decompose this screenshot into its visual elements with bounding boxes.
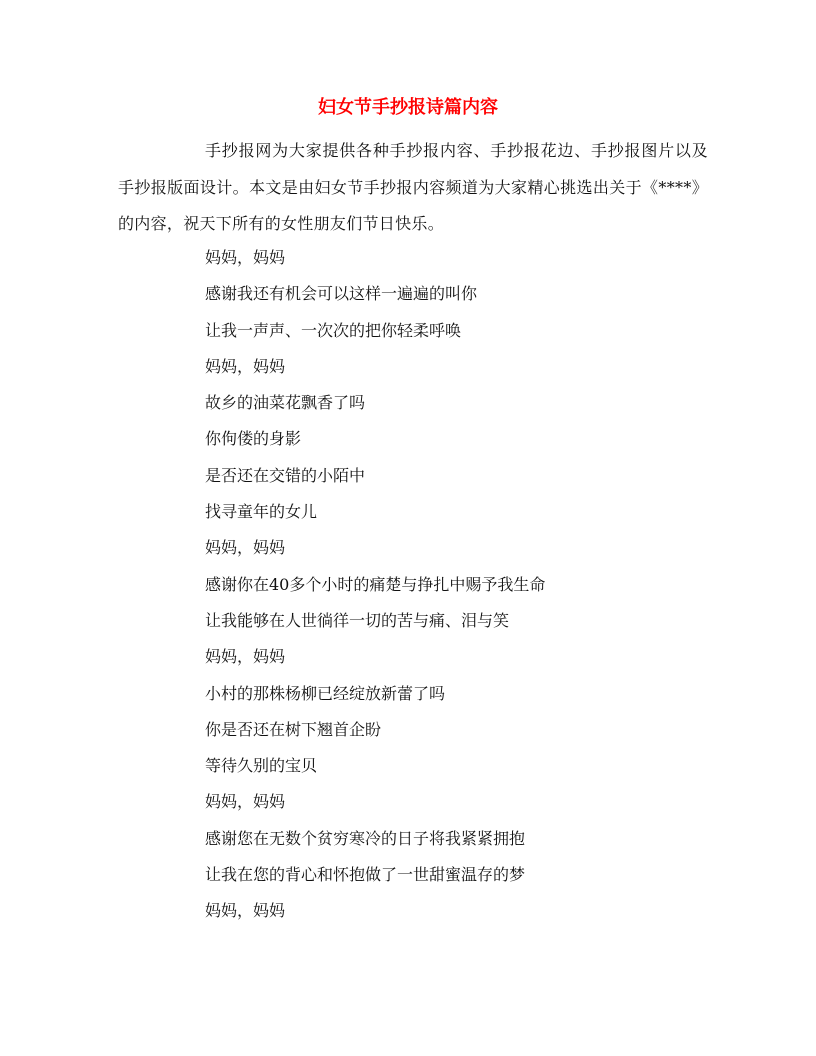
poem-line: 小村的那株杨柳已经绽放新蕾了吗	[205, 683, 446, 703]
poem-line: 让我一声声、一次次的把你轻柔呼唤	[205, 320, 462, 340]
poem-line: 找寻童年的女儿	[205, 502, 318, 522]
poem-line: 妈妈，妈妈	[205, 356, 286, 376]
poem-line: 让我在您的背心和怀抱做了一世甜蜜温存的梦	[205, 865, 526, 885]
poem-line: 让我能够在人世徜徉一切的苦与痛、泪与笑	[205, 610, 510, 630]
poem-line: 妈妈，妈妈	[205, 538, 286, 558]
poem-line: 妈妈，妈妈	[205, 248, 286, 267]
poem-line: 妈妈，妈妈	[205, 901, 286, 921]
poem-line: 感谢我还有机会可以这样一遍遍的叫你	[205, 284, 478, 304]
poem-line: 故乡的油菜花飘香了吗	[205, 393, 366, 413]
poem-line: 你是否还在树下翘首企盼	[205, 719, 382, 739]
intro-paragraph: 手抄报网为大家提供各种手抄报内容、手抄报花边、手抄报图片以及手抄报版面设计。本文是由妇女节手抄报内容频道为大家精心挑选出关于《****》的内容，祝天下所有的女性朋友们节日快乐。	[118, 141, 708, 233]
poem-line: 感谢你在40多个小时的痛楚与挣扎中赐予我生命	[205, 574, 546, 594]
poem-line: 你佝偻的身影	[205, 429, 302, 449]
poem-line: 感谢您在无数个贫穷寒冷的日子将我紧紧拥抱	[205, 828, 526, 848]
poem-line: 妈妈，妈妈	[205, 792, 286, 812]
document-title: 妇女节手抄报诗篇内容	[318, 97, 498, 118]
poem-line: 等待久别的宝贝	[205, 756, 318, 776]
poem-line: 妈妈，妈妈	[205, 647, 286, 667]
poem-body	[205, 240, 765, 930]
poem-line: 是否还在交错的小陌中	[205, 465, 366, 485]
